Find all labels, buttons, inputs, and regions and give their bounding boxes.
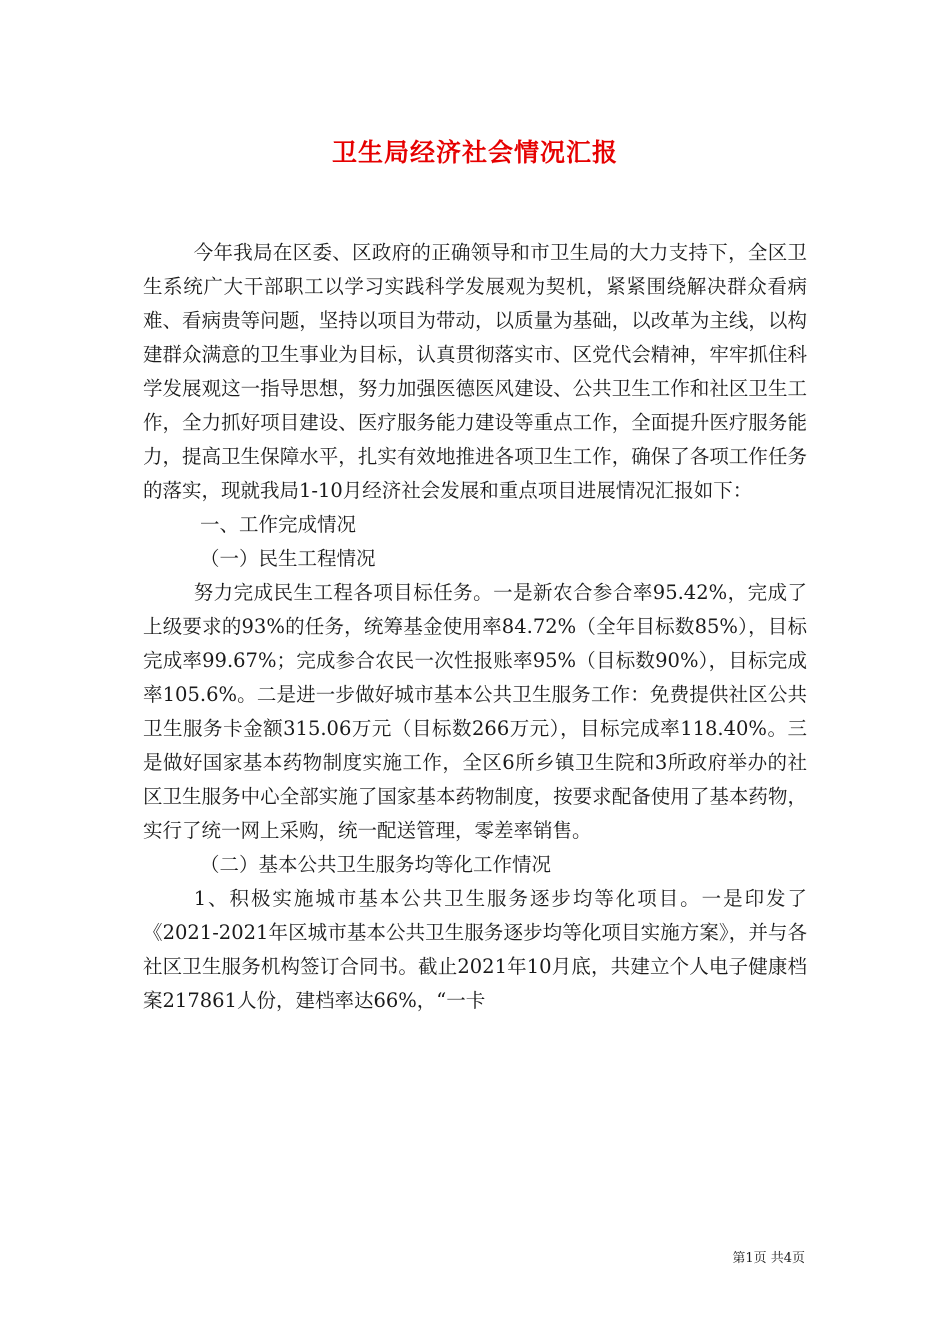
subsection-heading-2: （二）基本公共卫生服务均等化工作情况 [200, 853, 552, 876]
public-health-paragraph: 1、积极实施城市基本公共卫生服务逐步均等化项目。一是印发了《2021-2021年区城市基本公共卫生服务逐步均等化项目实施方案》，并与各社区卫生服务机构签订合同书。截止2021年10月底，共建立个人电子健康档案217861人份，建档率达66%，“一卡 [143, 887, 807, 1012]
livelihood-paragraph: 努力完成民生工程各项目标任务。一是新农合参合率95.42%，完成了上级要求的93%的任务，统筹基金使用率84.72%（全年目标数85%），目标完成率99.67%；完成参合农民一次性报账率95%（目标数90%），目标完成率105.6%。二是进一步做好城市基本公共卫生服务工作：免费提供社区公共卫生服务卡金额315.06万元（目标数266万元），目标完成率118.40%。三是做好国家基本药物制度实施工作，全区6所乡镇卫生院和3所政府举办的社区卫生服务中心全部实施了国家基本药物制度，按要求配备使用了基本药物，实行了统一网上采购，统一配送管理，零差率销售。 [143, 581, 807, 842]
section-heading-1: 一、工作完成情况 [200, 513, 357, 536]
document-body [143, 236, 807, 1018]
intro-paragraph: 今年我局在区委、区政府的正确领导和市卫生局的大力支持下，全区卫生系统广大干部职工以学习实践科学发展观为契机，紧紧围绕解决群众看病难、看病贵等问题，坚持以项目为带动，以质量为基础，以改革为主线，以构建群众满意的卫生事业为目标，认真贯彻落实市、区党代会精神，牢牢抓住科学发展观这一指导思想，努力加强医德医风建设、公共卫生工作和社区卫生工作，全力抓好项目建设、医疗服务能力建设等重点工作，全面提升医疗服务能力，提高卫生保障水平，扎实有效地推进各项卫生工作，确保了各项工作任务的落实，现就我局1-10月经济社会发展和重点项目进展情况汇报如下： [143, 241, 807, 502]
page-number: 第1页 共4页 [732, 1251, 805, 1266]
subsection-heading-1: （一）民生工程情况 [200, 547, 376, 570]
page-title: 卫生局经济社会情况汇报 [331, 138, 618, 167]
